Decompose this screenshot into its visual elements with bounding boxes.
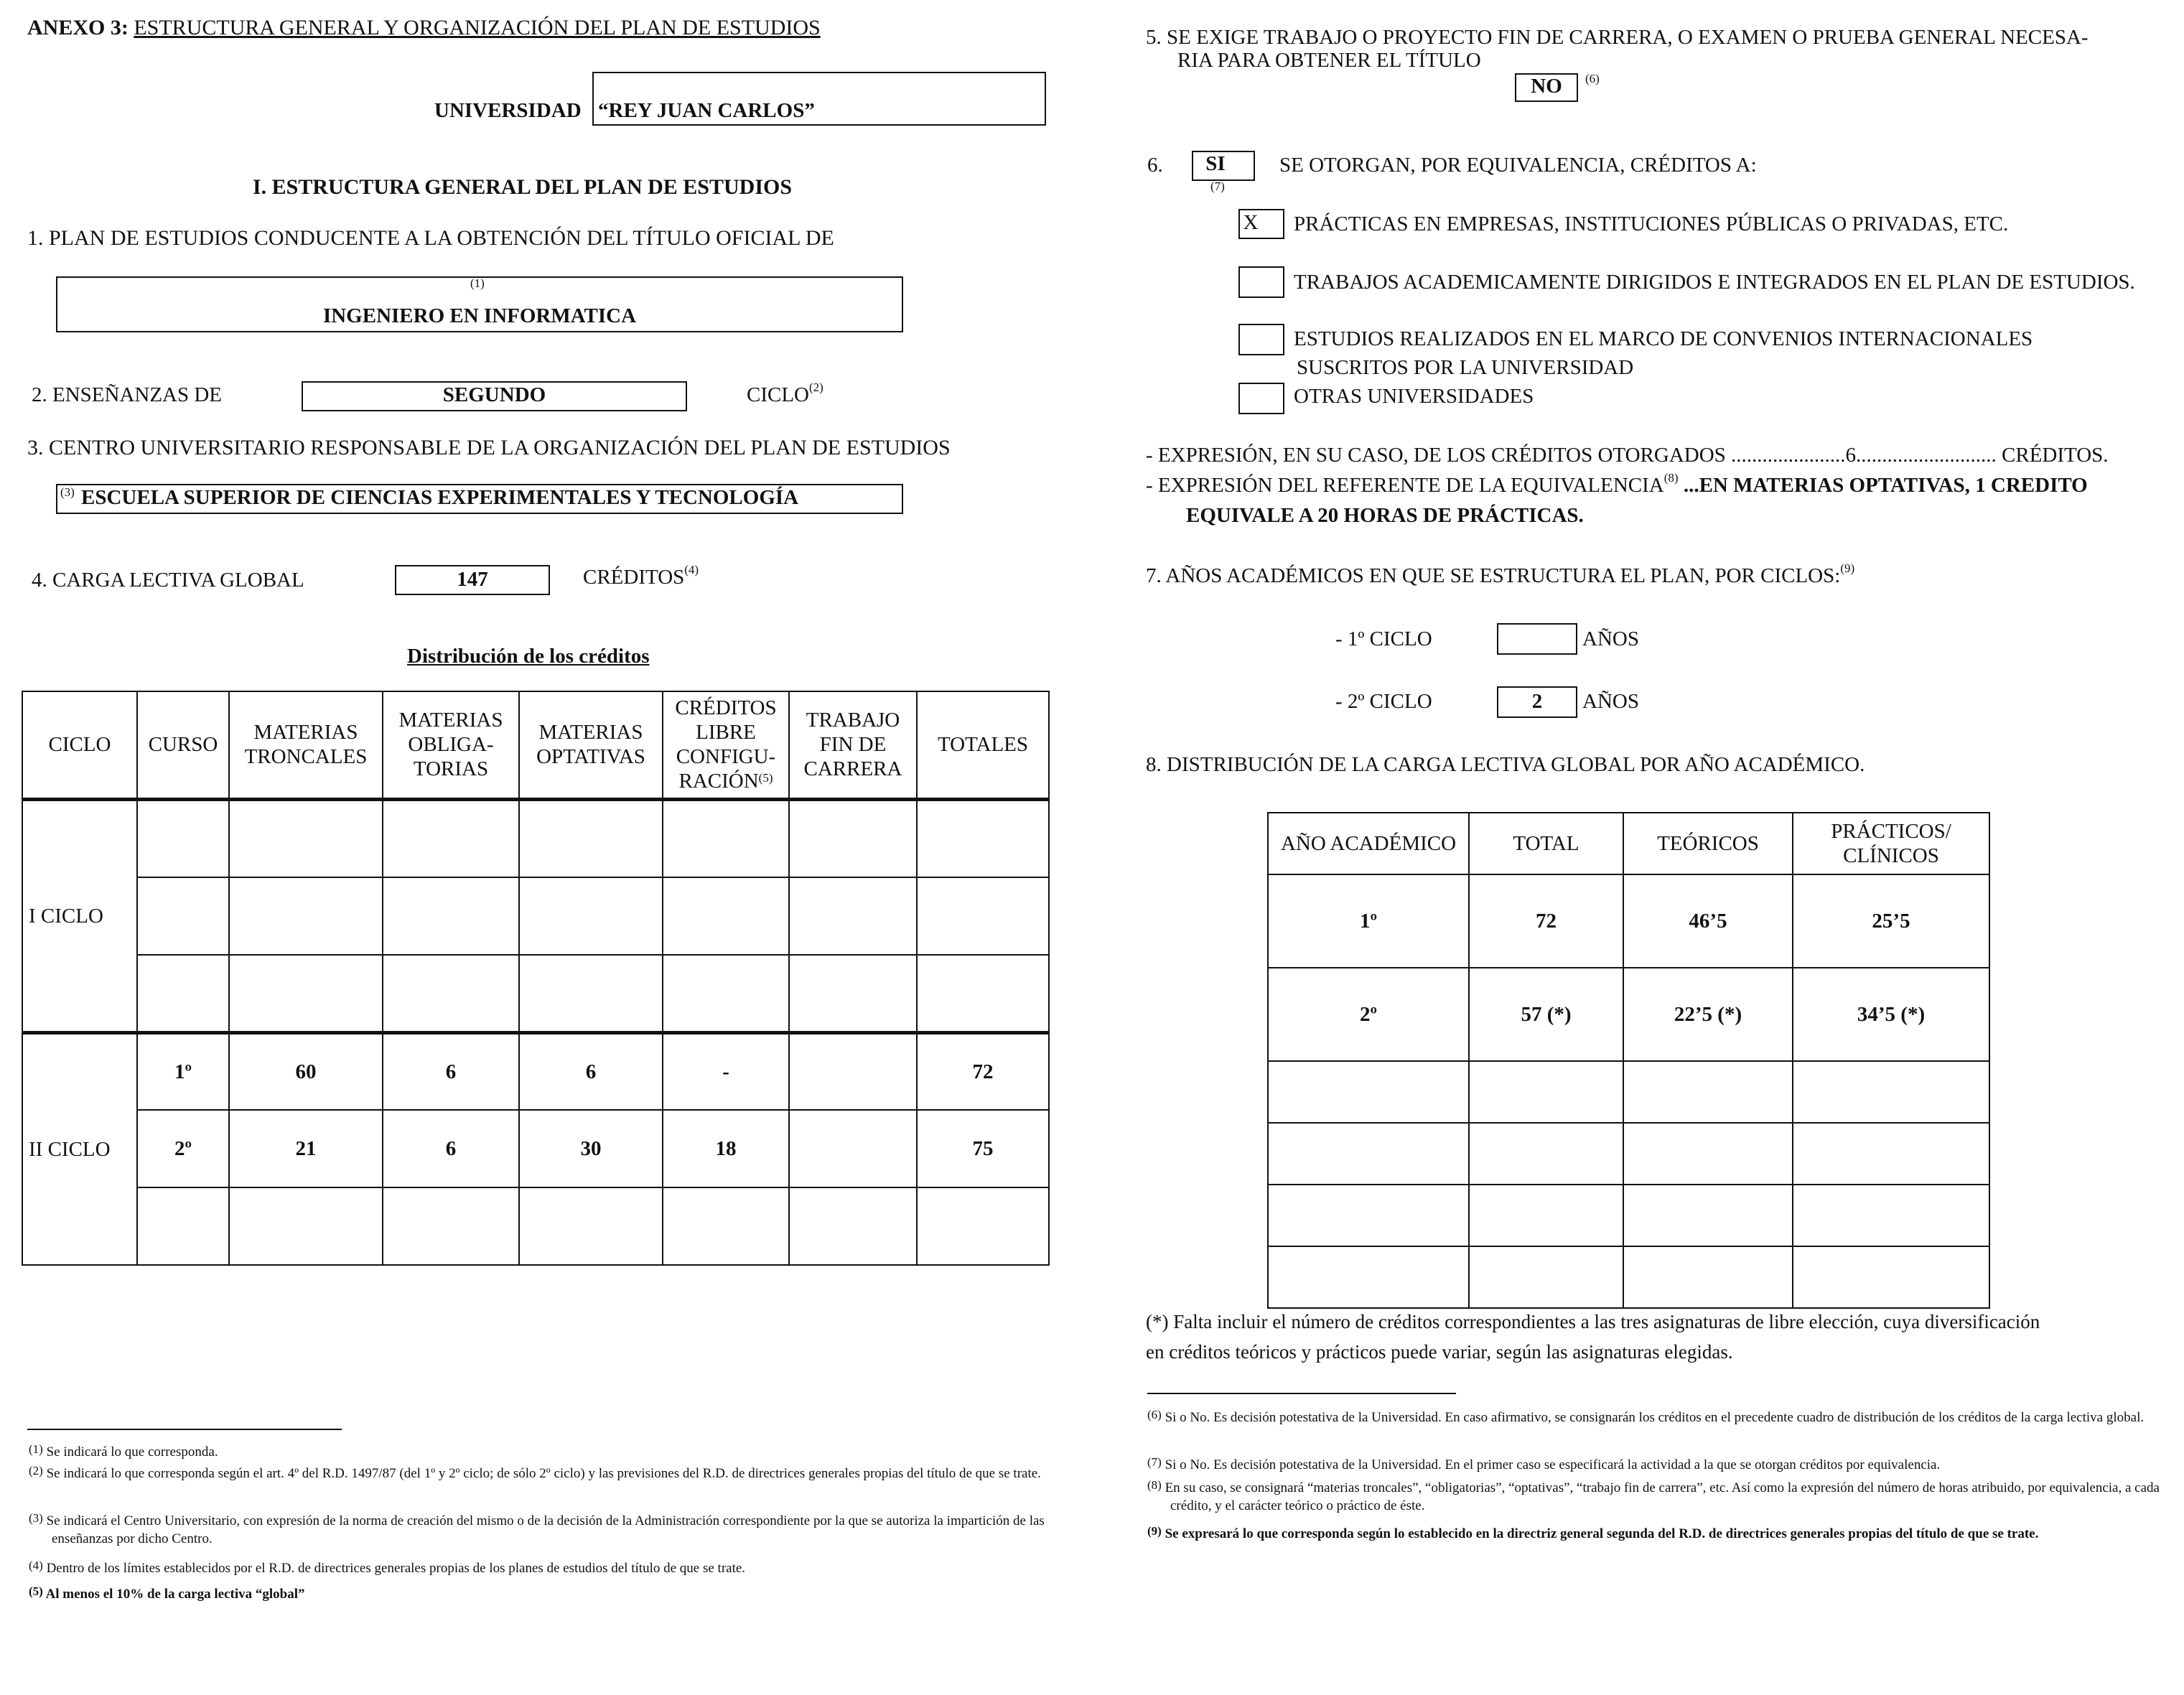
table-row xyxy=(22,1187,1049,1265)
option-label-practicas: PRÁCTICAS EN EMPRESAS, INSTITUCIONES PÚBLICAS O PRIVADAS, ETC. xyxy=(1294,213,2009,235)
university-value: “REY JUAN CARLOS” xyxy=(598,99,815,122)
cell-obligatorias: 6 xyxy=(383,1032,519,1110)
table-cell xyxy=(137,877,229,955)
cycle-suffix-text: CICLO xyxy=(747,383,809,406)
cycle1-years-box xyxy=(1497,623,1577,655)
cell-optativas: 30 xyxy=(519,1110,663,1187)
table-cell xyxy=(519,877,663,955)
footnote xyxy=(1147,1479,2168,1515)
footnote xyxy=(29,1559,1034,1577)
expression-credits-suffix: ........................... CRÉDITOS. xyxy=(1856,444,2109,467)
table-cell xyxy=(1623,1123,1793,1185)
cell-troncales: 21 xyxy=(229,1110,383,1187)
cell-curso: 1º xyxy=(137,1032,229,1110)
footnote-divider-left xyxy=(27,1429,342,1430)
table-cell xyxy=(1268,1185,1469,1246)
table-cell xyxy=(137,1187,229,1265)
cycle-value: SEGUNDO xyxy=(442,383,546,406)
table-row xyxy=(22,799,1049,877)
cycle2-years-value: 2 xyxy=(1531,690,1543,713)
hdr-troncales xyxy=(229,691,383,799)
table-cell xyxy=(663,877,789,955)
cell-curso: 2º xyxy=(137,1110,229,1187)
option-checkbox-trabajos[interactable] xyxy=(1238,266,1284,298)
load-suffix-text: CRÉDITOS xyxy=(583,566,685,589)
cycle-suffix xyxy=(747,380,823,407)
item3-note: (3) xyxy=(60,485,75,499)
table-cell xyxy=(789,955,917,1032)
option-checkbox-convenios[interactable] xyxy=(1238,324,1284,355)
credits-header-row xyxy=(22,691,1049,799)
table-cell xyxy=(1268,1123,1469,1185)
item3-label: 3. CENTRO UNIVERSITARIO RESPONSABLE DE LA ORGANIZACIÓN DEL PLAN DE ESTUDIOS xyxy=(27,436,951,459)
footnote-text: Se indicará lo que corresponda. xyxy=(46,1444,218,1460)
expression-equivalence-prefix: - EXPRESIÓN DEL REFERENTE DE LA EQUIVALENCIA xyxy=(1146,474,1664,497)
footnote-text: Se indicará lo que corresponda según el art. 4º del R.D. 1497/87 (del 1º y 2º ciclo; de sólo 2º ciclo) y las previsiones del R.D. de directrices generales propias del título de que se trate. xyxy=(46,1466,1041,1481)
item7-note: (9) xyxy=(1840,561,1855,575)
item2-label: 2. ENSEÑANZAS DE xyxy=(32,383,223,406)
table-cell xyxy=(1793,1123,1989,1185)
hdr-totales: TOTALES xyxy=(917,691,1049,799)
table-cell xyxy=(383,955,519,1032)
table-cell xyxy=(1623,1061,1793,1123)
cell-practicos: 34’5 (*) xyxy=(1793,968,1989,1061)
cycle1-label: I CICLO xyxy=(22,799,137,1032)
hdr-teoricos: TEÓRICOS xyxy=(1623,813,1793,874)
footnote xyxy=(1147,1409,2168,1426)
credits-table xyxy=(22,691,1050,1266)
annex-label: ANEXO 3 xyxy=(27,16,121,39)
cycle2-years-label: - 2º CICLO xyxy=(1335,690,1432,713)
cell-total: 72 xyxy=(1469,874,1623,968)
expression-equivalence xyxy=(1146,471,2088,498)
table-cell xyxy=(1793,1061,1989,1123)
hdr-year: AÑO ACADÉMICO xyxy=(1268,813,1469,874)
table-cell xyxy=(137,799,229,877)
footnote-mark: (2) xyxy=(29,1464,43,1477)
year-header-row xyxy=(1268,813,1989,874)
footnote xyxy=(1147,1456,2145,1474)
cell-teoricos: 22’5 (*) xyxy=(1623,968,1793,1061)
table-cell xyxy=(917,877,1049,955)
hdr-ciclo: CICLO xyxy=(22,691,137,799)
option-checkbox-otras[interactable] xyxy=(1238,383,1284,414)
table-cell xyxy=(1268,1246,1469,1308)
cell-total: 57 (*) xyxy=(1469,968,1623,1061)
cell-teoricos: 46’5 xyxy=(1623,874,1793,968)
load-value: 147 xyxy=(457,568,488,591)
table-cell xyxy=(137,955,229,1032)
table-row xyxy=(1268,1123,1989,1185)
hdr-troncales-2: TRONCALES xyxy=(244,745,368,769)
table-cell xyxy=(917,1187,1049,1265)
item5-label-1: 5. SE EXIGE TRABAJO O PROYECTO FIN DE CARRERA, O EXAMEN O PRUEBA GENERAL NECESA- xyxy=(1146,26,2089,49)
section-heading: I. ESTRUCTURA GENERAL DEL PLAN DE ESTUDIOS xyxy=(253,175,793,199)
hdr-obligatorias-3: TORIAS xyxy=(413,757,489,781)
table-cell xyxy=(663,955,789,1032)
table-cell xyxy=(917,955,1049,1032)
table-row xyxy=(1268,1246,1989,1308)
hdr-libre-2: LIBRE xyxy=(696,721,756,744)
item1-note: (1) xyxy=(470,276,485,290)
footnote-text: Al menos el 10% de la carga lectiva “global” xyxy=(45,1587,305,1602)
annex-title: ESTRUCTURA GENERAL Y ORGANIZACIÓN DEL PLAN DE ESTUDIOS xyxy=(134,16,821,39)
table-cell xyxy=(789,799,917,877)
cell-totales: 72 xyxy=(917,1032,1049,1110)
hdr-total: TOTAL xyxy=(1469,813,1623,874)
footnote-mark: (5) xyxy=(29,1584,43,1598)
table-cell xyxy=(663,1187,789,1265)
footnote-mark: (1) xyxy=(29,1442,43,1456)
cell-trabajo xyxy=(789,1032,917,1110)
asterisk-note-1: (*) Falta incluir el número de créditos correspondientes a las tres asignaturas de libre elección, cuya diversificación xyxy=(1146,1311,2040,1332)
hdr-trabajo-3: CARRERA xyxy=(803,757,902,781)
hdr-optativas xyxy=(519,691,663,799)
footnote xyxy=(29,1585,1034,1603)
equivalence-note: (7) xyxy=(1210,179,1225,193)
cell-libre: 18 xyxy=(663,1110,789,1187)
asterisk-note-2: en créditos teóricos y prácticos puede variar, según las asignaturas elegidas. xyxy=(1146,1341,1733,1363)
option-label-convenios-2: SUSCRITOS POR LA UNIVERSIDAD xyxy=(1297,356,1634,379)
hdr-libre xyxy=(663,691,789,799)
hdr-troncales-1: MATERIAS xyxy=(253,721,358,744)
page-title: ANEXO 3: ESTRUCTURA GENERAL Y ORGANIZACIÓN DEL PLAN DE ESTUDIOS xyxy=(27,16,821,39)
cell-totales: 75 xyxy=(917,1110,1049,1187)
table-row xyxy=(22,955,1049,1032)
table-cell xyxy=(1623,1185,1793,1246)
table-cell xyxy=(519,799,663,877)
expression-credits-prefix: - EXPRESIÓN, EN SU CASO, DE LOS CRÉDITOS OTORGADOS ...................... xyxy=(1146,444,1846,467)
table-cell xyxy=(229,1187,383,1265)
hdr-obligatorias-2: OBLIGA- xyxy=(408,733,494,757)
item4-label: 4. CARGA LECTIVA GLOBAL xyxy=(32,569,304,592)
footnote-text: Se indicará el Centro Universitario, con expresión de la norma de creación del mismo o de la decisión de la Administración correspondiente por la que se autoriza la impartición de las enseñanzas por dicho Centro. xyxy=(46,1513,1045,1546)
footnote-text: Si o No. Es decisión potestativa de la Universidad. En caso afirmativo, se consignarán los créditos en el precedente cuadro de distribución de los créditos de la carga lectiva global. xyxy=(1165,1410,2145,1425)
table-cell xyxy=(383,1187,519,1265)
expression-equivalence-value: ...EN MATERIAS OPTATIVAS, 1 CREDITO xyxy=(1678,474,2088,497)
item6-label: SE OTORGAN, POR EQUIVALENCIA, CRÉDITOS A: xyxy=(1279,154,1757,177)
table-cell xyxy=(789,877,917,955)
table-cell xyxy=(1623,1246,1793,1308)
center-value: ESCUELA SUPERIOR DE CIENCIAS EXPERIMENTALES Y TECNOLOGÍA xyxy=(81,486,799,509)
expression-equivalence-note: (8) xyxy=(1663,471,1679,485)
table-cell xyxy=(383,799,519,877)
cell-practicos: 25’5 xyxy=(1793,874,1989,968)
table-cell xyxy=(1793,1185,1989,1246)
footnote-text: Se expresará lo que corresponda según lo establecido en la directriz general segunda del R.D. de directrices generales propias del título de que se trate. xyxy=(1165,1526,2039,1541)
expression-credits-value: 6 xyxy=(1845,444,1857,467)
table-row xyxy=(22,877,1049,955)
item6-number: 6. xyxy=(1147,154,1163,177)
footnote xyxy=(29,1512,1057,1548)
hdr-obligatorias-1: MATERIAS xyxy=(398,709,503,732)
table-row xyxy=(1268,874,1989,968)
footnote xyxy=(1147,1525,2168,1543)
cell-obligatorias: 6 xyxy=(383,1110,519,1187)
cycle1-years-unit: AÑOS xyxy=(1582,627,1639,650)
distribution-title: Distribución de los créditos xyxy=(407,645,650,668)
hdr-optativas-2: OPTATIVAS xyxy=(536,745,645,769)
load-suffix xyxy=(583,563,699,589)
footnote-mark: (4) xyxy=(29,1559,43,1572)
item7-label-text: 7. AÑOS ACADÉMICOS EN QUE SE ESTRUCTURA EL PLAN, POR CICLOS: xyxy=(1146,564,1841,587)
table-cell xyxy=(1469,1123,1623,1185)
table-cell xyxy=(789,1187,917,1265)
table-row xyxy=(1268,1185,1989,1246)
table-cell xyxy=(229,877,383,955)
footnote-mark: (7) xyxy=(1147,1455,1162,1469)
cell-year: 2º xyxy=(1268,968,1469,1061)
hdr-trabajo-2: FIN DE xyxy=(819,733,887,757)
university-label: UNIVERSIDAD xyxy=(434,99,582,122)
hdr-curso: CURSO xyxy=(137,691,229,799)
footnote-text: Dentro de los límites establecidos por el R.D. de directrices generales propias de los planes de estudios del título de que se trate. xyxy=(46,1561,746,1576)
expression-credits xyxy=(1146,444,2109,467)
cycle1-years-label: - 1º CICLO xyxy=(1335,627,1432,650)
footnote-mark: (3) xyxy=(29,1511,43,1525)
degree-value: INGENIERO EN INFORMATICA xyxy=(322,304,637,327)
table-cell xyxy=(1793,1246,1989,1308)
footnote-divider-right xyxy=(1147,1393,1456,1394)
footnote-mark: (6) xyxy=(1147,1408,1162,1421)
table-row xyxy=(22,1110,1049,1187)
item1-label: 1. PLAN DE ESTUDIOS CONDUCENTE A LA OBTENCIÓN DEL TÍTULO OFICIAL DE xyxy=(27,226,834,250)
option-label-trabajos: TRABAJOS ACADEMICAMENTE DIRIGIDOS E INTEGRADOS EN EL PLAN DE ESTUDIOS. xyxy=(1294,271,2135,294)
table-cell xyxy=(663,799,789,877)
project-note: (6) xyxy=(1585,72,1600,85)
table-cell xyxy=(1268,1061,1469,1123)
item7-label xyxy=(1146,561,1855,588)
footnote-text: Si o No. Es decisión potestativa de la Universidad. En el primer caso se especificará la actividad a la que se otorgan créditos por equivalencia. xyxy=(1165,1457,1941,1472)
expression-equivalence-2: EQUIVALE A 20 HORAS DE PRÁCTICAS. xyxy=(1186,504,1584,527)
footnote xyxy=(29,1443,1034,1461)
table-cell xyxy=(383,877,519,955)
table-cell xyxy=(1469,1185,1623,1246)
item8-label: 8. DISTRIBUCIÓN DE LA CARGA LECTIVA GLOBAL POR AÑO ACADÉMICO. xyxy=(1146,753,1865,776)
load-note: (4) xyxy=(684,563,699,576)
footnote-text: En su caso, se consignará “materias troncales”, “obligatorias”, “optativas”, “trabajo fin de carrera”, etc. Así como la expresión del número de horas atribuido, por equivalencia, a cada crédito, y el carácter teórico o práctico de éste. xyxy=(1165,1480,2160,1513)
hdr-practicos-1: PRÁCTICOS/ xyxy=(1831,820,1951,843)
hdr-libre-3: CONFIGU- xyxy=(676,745,776,769)
table-cell xyxy=(229,799,383,877)
year-load-table xyxy=(1267,812,1990,1309)
option-mark-practicas: X xyxy=(1243,211,1259,234)
item5-label-2: RIA PARA OBTENER EL TÍTULO xyxy=(1177,49,1481,72)
cell-troncales: 60 xyxy=(229,1032,383,1110)
hdr-libre-note: (5) xyxy=(758,771,773,785)
cell-libre: - xyxy=(663,1032,789,1110)
cell-optativas: 6 xyxy=(519,1032,663,1110)
hdr-practicos-2: CLÍNICOS xyxy=(1843,844,1939,867)
hdr-optativas-1: MATERIAS xyxy=(538,721,643,744)
table-cell xyxy=(1469,1246,1623,1308)
option-label-otras: OTRAS UNIVERSIDADES xyxy=(1294,385,1534,408)
table-cell xyxy=(1469,1061,1623,1123)
cycle2-label: II CICLO xyxy=(22,1032,137,1265)
cycle2-years-unit: AÑOS xyxy=(1582,690,1639,713)
option-label-convenios: ESTUDIOS REALIZADOS EN EL MARCO DE CONVENIOS INTERNACIONALES xyxy=(1294,327,2033,350)
table-cell xyxy=(917,799,1049,877)
footnote-mark: (8) xyxy=(1147,1478,1162,1492)
table-row xyxy=(1268,968,1989,1061)
project-value: NO xyxy=(1531,75,1562,98)
hdr-practicos xyxy=(1793,813,1989,874)
cycle-note: (2) xyxy=(809,380,823,394)
cell-trabajo xyxy=(789,1110,917,1187)
hdr-trabajo-1: TRABAJO xyxy=(806,709,900,732)
table-row xyxy=(1268,1061,1989,1123)
footnote xyxy=(29,1465,1057,1482)
hdr-libre-1: CRÉDITOS xyxy=(675,696,777,720)
hdr-trabajo xyxy=(789,691,917,799)
cell-year: 1º xyxy=(1268,874,1469,968)
table-row xyxy=(22,1032,1049,1110)
footnote-mark: (9) xyxy=(1147,1524,1162,1538)
table-cell xyxy=(229,955,383,1032)
equivalence-value: SI xyxy=(1205,152,1226,175)
table-cell xyxy=(519,1187,663,1265)
hdr-obligatorias xyxy=(383,691,519,799)
table-cell xyxy=(519,955,663,1032)
hdr-libre-4: RACIÓN xyxy=(678,770,759,793)
